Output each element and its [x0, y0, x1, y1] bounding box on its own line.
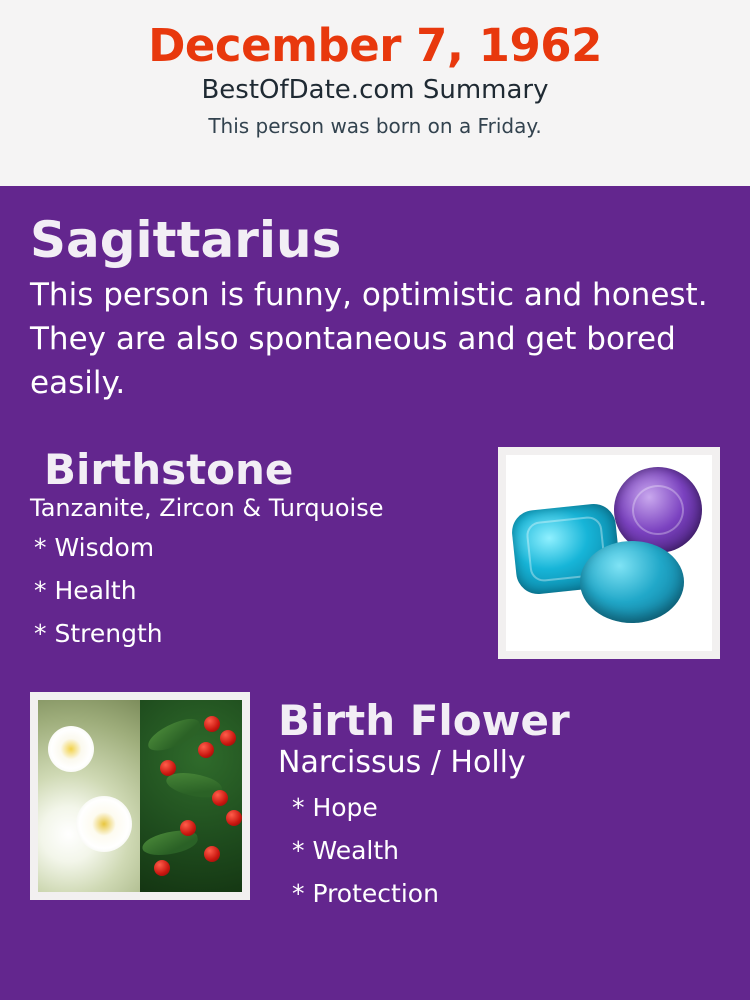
birth-flower-title: Birth Flower — [278, 695, 570, 745]
holly-berry-icon — [220, 730, 236, 746]
holly-berry-icon — [204, 716, 220, 732]
holly-berry-icon — [180, 820, 196, 836]
birthstone-names: Tanzanite, Zircon & Turquoise — [30, 493, 384, 522]
site-summary-label: BestOfDate.com Summary — [201, 75, 549, 106]
birth-flower-image — [38, 700, 242, 892]
birth-flower-trait: * Wealth — [292, 836, 399, 866]
birthstone-image — [506, 455, 712, 651]
header — [0, 0, 750, 180]
zodiac-sign-title: Sagittarius — [30, 211, 342, 269]
birthstone-text — [30, 444, 498, 664]
birth-flower-image-frame — [30, 692, 250, 900]
birth-flower-trait: * Protection — [292, 879, 439, 909]
weekday-note: This person was born on a Friday. — [208, 114, 542, 139]
birth-flower-names: Narcissus / Holly — [278, 745, 526, 781]
holly-berry-icon — [226, 810, 242, 826]
birthstone-trait: * Health — [34, 575, 137, 605]
holly-leaf-icon — [144, 714, 204, 755]
birthstone-trait: * Wisdom — [34, 532, 155, 562]
birth-flower-text — [250, 692, 720, 924]
holly-berry-icon — [198, 742, 214, 758]
birthstone-trait: * Strength — [34, 618, 163, 648]
holly-berry-icon — [160, 760, 176, 776]
birthstone-image-frame — [498, 447, 720, 659]
page-title-date: December 7, 1962 — [148, 19, 602, 72]
turquoise-gem-icon — [580, 541, 684, 623]
holly-berry-icon — [204, 846, 220, 862]
holly-plant-icon — [140, 700, 242, 892]
zodiac-description: This person is funny, optimistic and honest. They are also spontaneous and get bored easily. — [30, 276, 708, 401]
tanzanite-gem-icon — [614, 467, 702, 553]
narcissus-flower-icon — [38, 700, 140, 892]
birthstone-section — [30, 444, 720, 664]
holly-berry-icon — [154, 860, 170, 876]
holly-berry-icon — [212, 790, 228, 806]
birth-flower-trait: * Hope — [292, 793, 378, 823]
content-panel — [0, 186, 750, 1000]
birthstone-title: Birthstone — [44, 444, 294, 494]
birth-flower-section — [30, 692, 720, 924]
